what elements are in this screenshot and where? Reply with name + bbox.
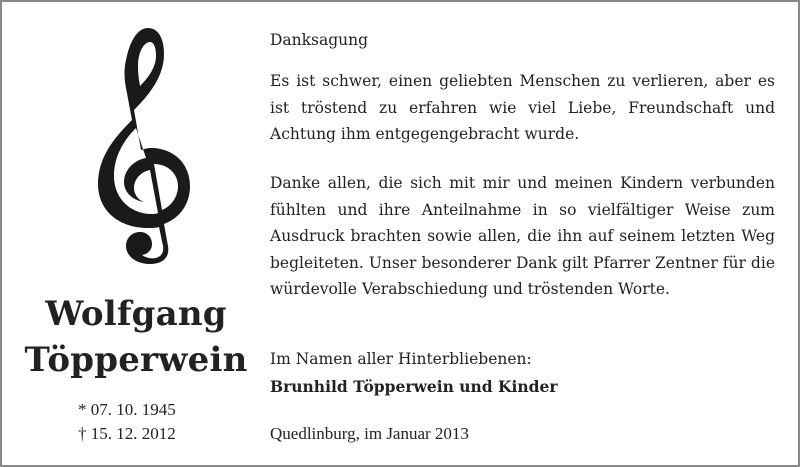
left-column [2, 2, 262, 465]
notice-title: Danksagung [270, 31, 369, 49]
right-column [270, 2, 775, 465]
treble-clef-icon [86, 24, 196, 264]
birth-date: * 07. 10. 1945 [78, 400, 176, 419]
signatories: Brunhild Töpperwein und Kinder [270, 377, 558, 396]
thanks-paragraph-1: Es ist schwer, einen geliebten Menschen zu verlieren, aber es ist tröstend zu erfahren wie viel Liebe, Freundschaft und Achtung ihm entgegengebracht wurde. [270, 72, 775, 143]
deceased-last-name: Töpperwein [24, 340, 248, 380]
closing-line: Im Namen aller Hinterbliebenen: [270, 350, 532, 368]
deceased-first-name: Wolfgang [45, 294, 227, 334]
thanks-paragraph-2: Danke allen, die sich mit mir und meinen Kindern verbunden fühlten und ihre Anteilnahme in so vielfältiger Weise zum Ausdruck brachten sowie allen, die ihn auf seinem letzten Weg begleiteten. Unser besonderer Dank gilt Pfarrer Zentner für die würdevolle Verabschiedung und tröstenden Worte. [270, 174, 775, 298]
place-date: Quedlinburg, im Januar 2013 [270, 424, 469, 443]
death-date: † 15. 12. 2012 [78, 424, 176, 443]
